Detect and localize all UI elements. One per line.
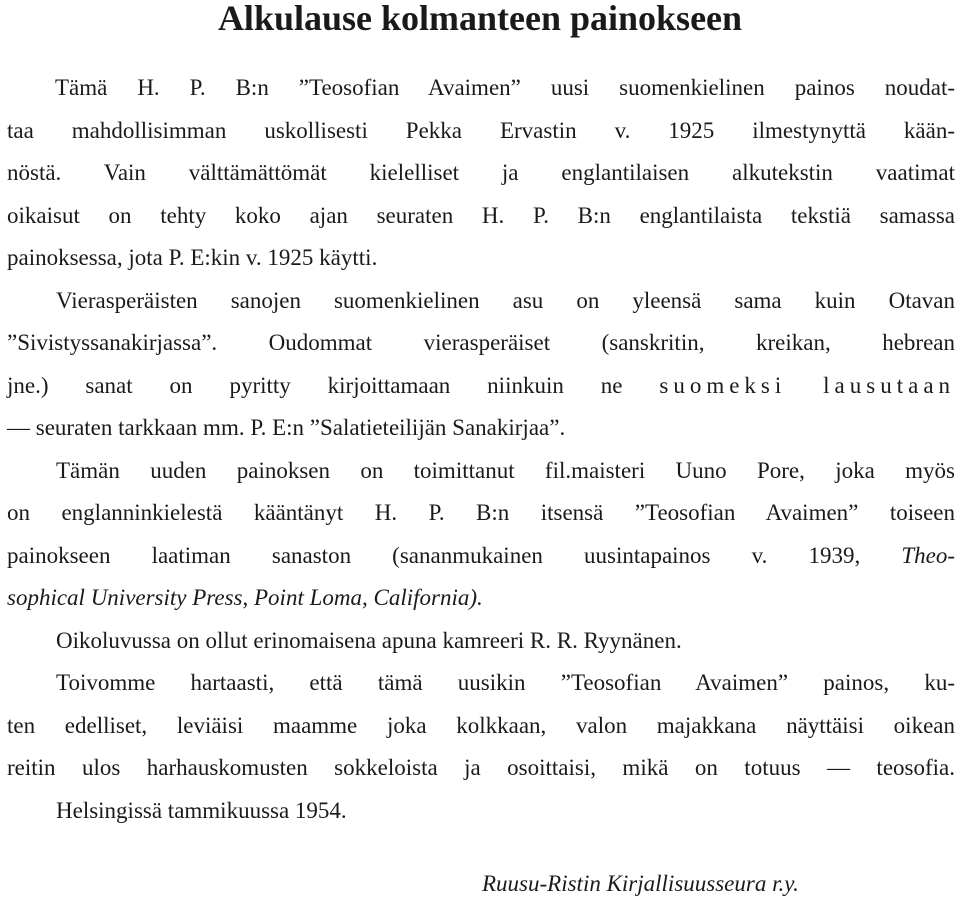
text-fragment: jne.) sanat on pyritty kirjoittamaan niinkuin ne [7,372,623,398]
text-line [7,535,955,578]
page-title: Alkulause kolmanteen painokseen [217,0,743,38]
signature: Ruusu-Ristin Kirjallisuusseura r.y. [482,871,799,896]
italic-fragment: sophical University Press, Point Loma, California). [7,585,483,610]
text-line: reitin ulos harhauskomusten sokkeloista ja osoittaisi, mikä on totuus — teosofia. [7,755,955,780]
preface-body [7,67,955,832]
text-line: Toivomme hartaasti, että tämä uusikin ”Teosofian Avaimen” painos, ku- [56,670,955,695]
text-line: ”Sivistyssanakirjassa”. Oudommat vierasperäiset (sanskritin, kreikan, hebrean [7,330,955,355]
text-line: on englanninkielestä kääntänyt H. P. B:n itsensä ”Teosofian Avaimen” toiseen [7,500,955,525]
text-line [7,577,955,620]
text-line: Tämä H. P. B:n ”Teosofian Avaimen” uusi suomenkielinen painos noudat- [55,75,955,100]
text-line: Oikoluvussa on ollut erinomaisena apuna kamreeri R. R. Ryynänen. [56,627,682,653]
text-line [7,365,955,408]
text-line: Vierasperäisten sanojen suomenkielinen asu on yleensä sama kuin Otavan [56,287,955,313]
text-fragment: painokseen laatiman sanaston (sananmukainen uusintapainos v. 1939, [7,542,861,568]
text-line: ten edelliset, leviäisi maamme joka kolkkaan, valon majakkana näyttäisi oikean [7,712,955,738]
text-line: painoksessa, jota P. E:kin v. 1925 käytti. [7,245,378,270]
text-line: Helsingissä tammikuussa 1954. [56,797,347,823]
text-line: Tämän uuden painoksen on toimittanut fil.maisteri Uuno Pore, joka myös [56,457,955,483]
text-line: nöstä. Vain välttämättömät kielelliset ja englantilaisen alkutekstin vaatimat [7,160,955,185]
text-line: oikaisut on tehty koko ajan seuraten H. P. B:n englantilaista tekstiä samassa [7,202,955,228]
italic-fragment: Theo- [901,542,955,568]
text-line: taa mahdollisimman uskollisesti Pekka Ervastin v. 1925 ilmestynyttä kään- [7,117,955,143]
spaced-word: lausutaan [823,372,956,398]
spaced-word: suomeksi [659,372,787,398]
text-line: — seuraten tarkkaan mm. P. E:n ”Salatieteilijän Sanakirjaa”. [7,415,566,440]
